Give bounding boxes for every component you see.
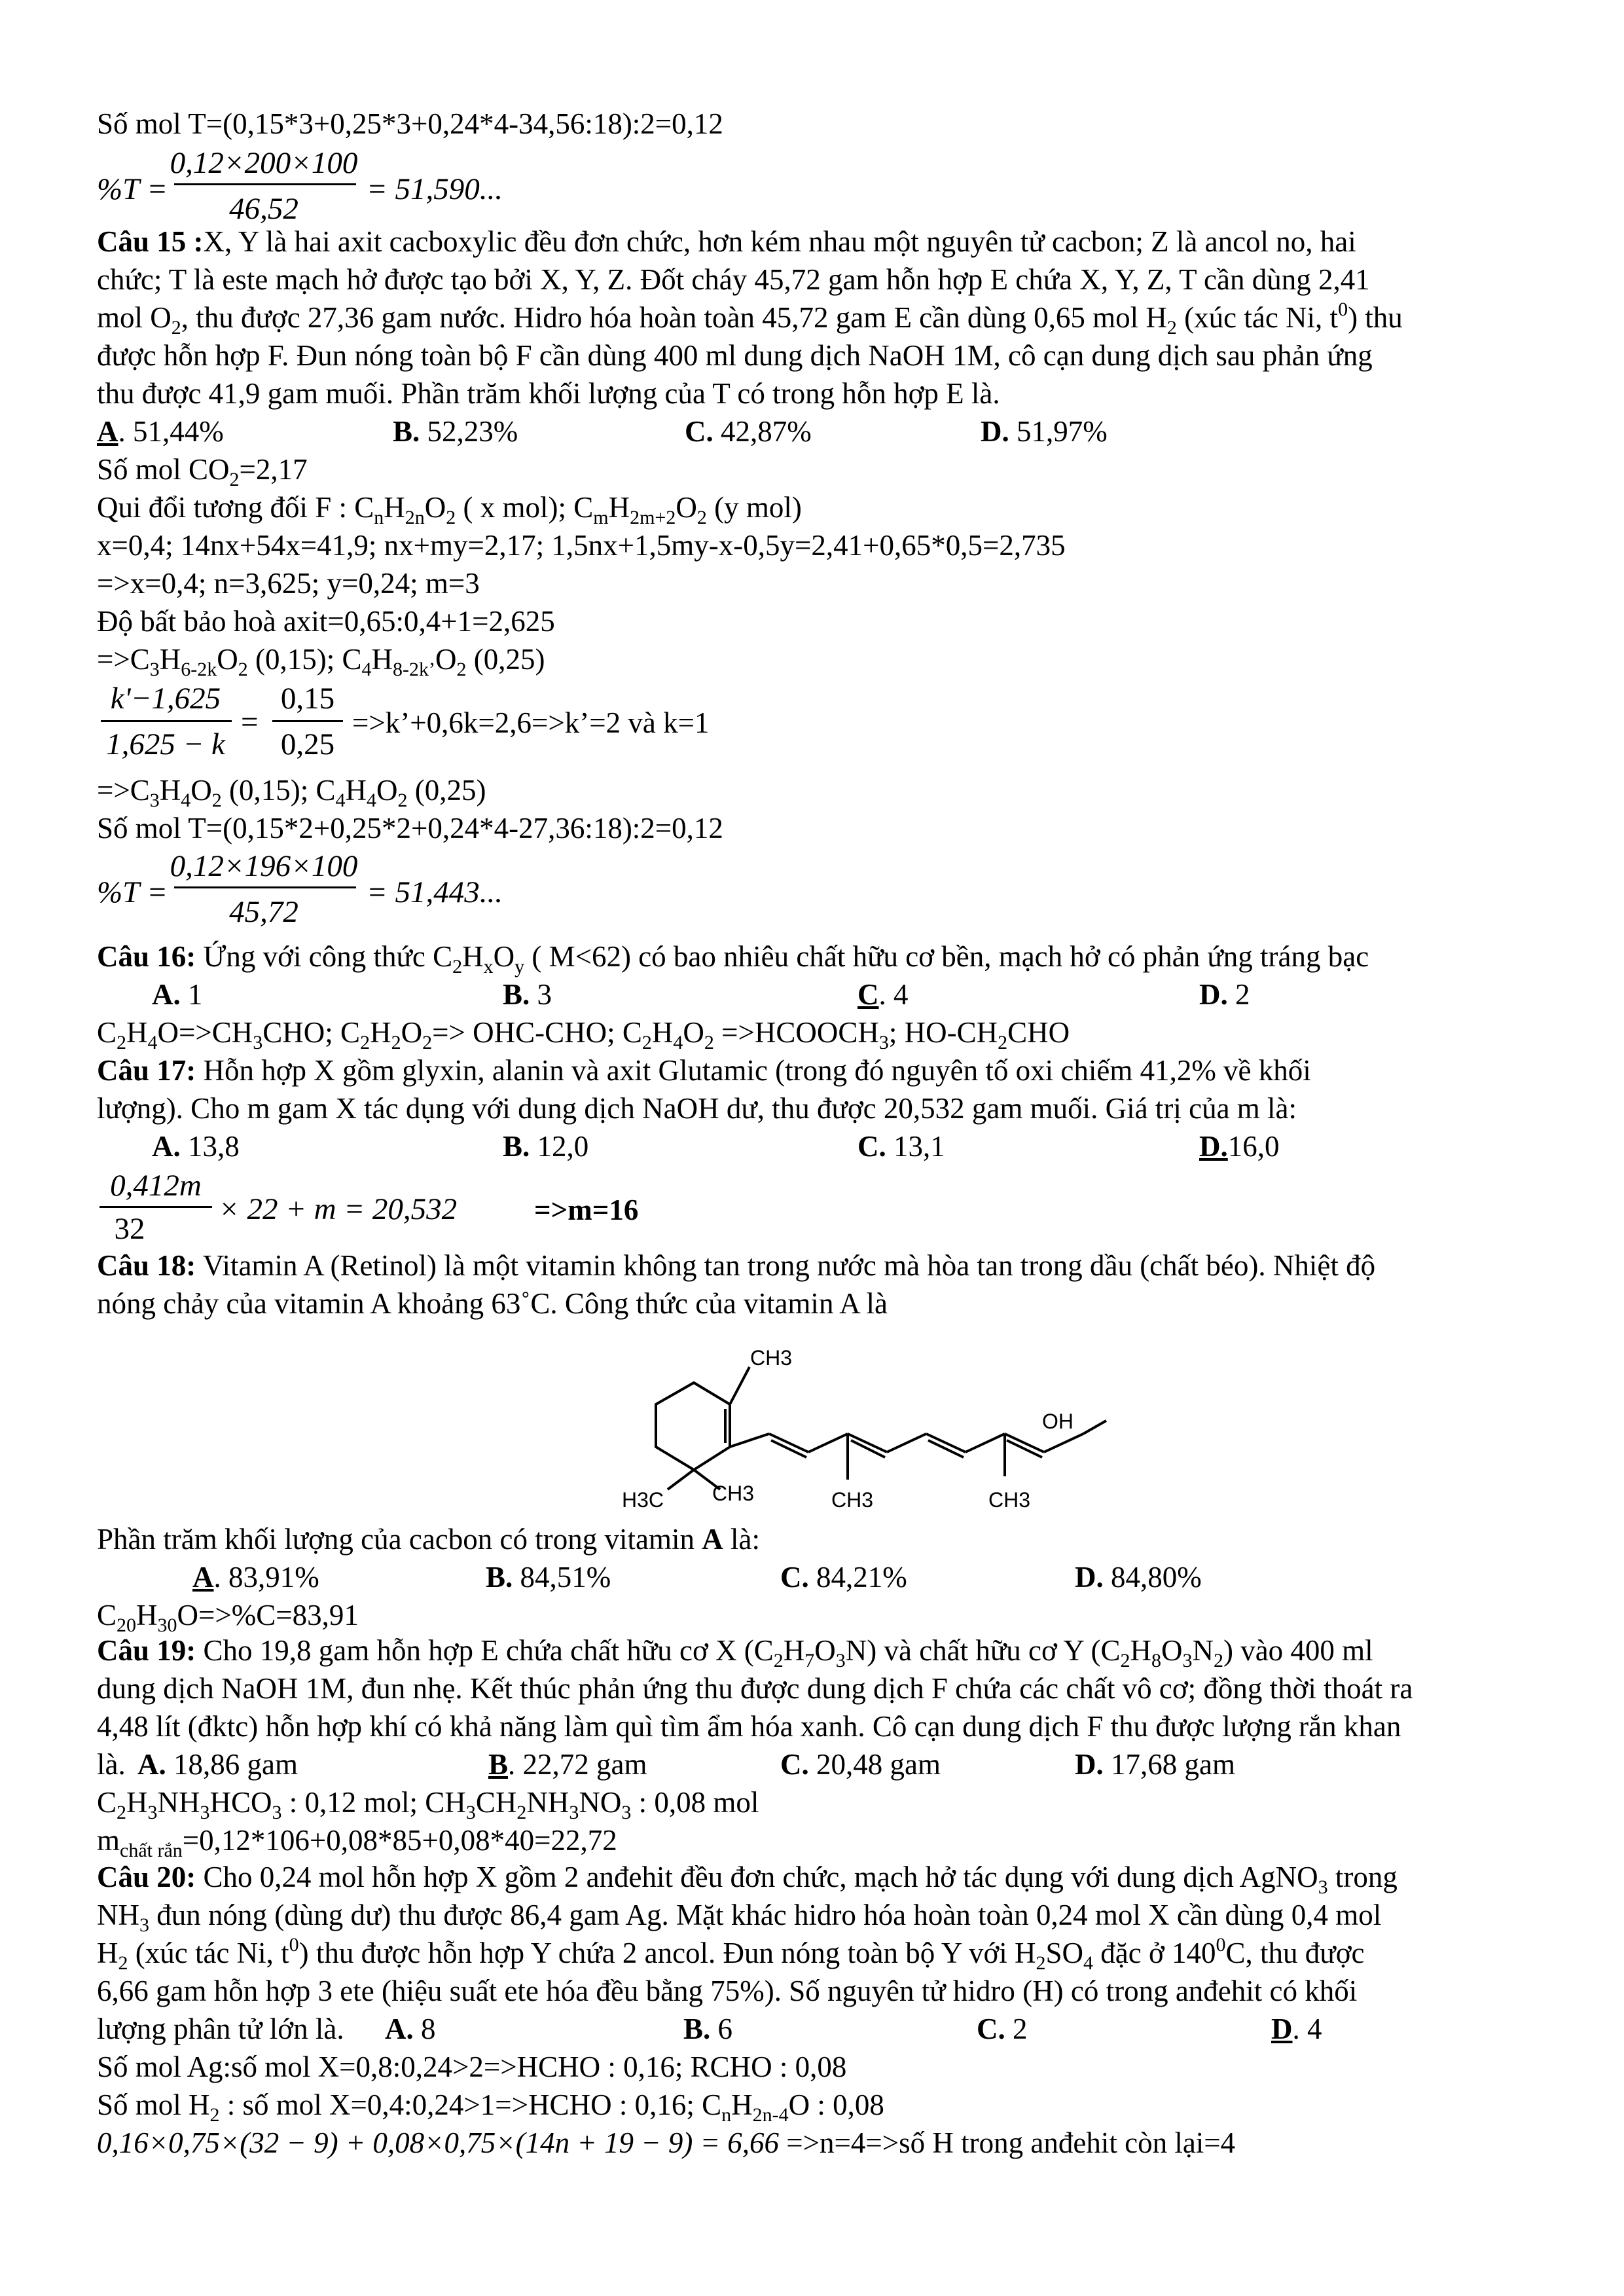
q18-label: Câu 18: [97,1249,196,1282]
k-fraction-numerator: k'−1,625 [110,682,221,716]
formula-numerator: 0,12×200×100 [170,146,358,180]
formula-lhs: %T = [97,172,168,206]
q15-option-a: A. 51,44% [97,415,224,448]
q17-option-d: D.16,0 [1199,1130,1280,1163]
q20-sol1: Số mol Ag:số mol X=0,8:0,24>2=>HCHO : 0,16; RCHO : 0,08 [97,2050,847,2083]
percent-t-formula-1 [97,145,503,230]
q19-sol1: $C_2H_3NH_3HCO_3$ : 0,12 mol; $CH_3CH_2NH_3NO_3$ : 0,08 mol [97,1786,759,1823]
label-ch3-ring: CH3 [712,1482,755,1505]
q16-option-a: A. 1 [152,978,203,1011]
sol15-eq1: x=0,4; 14nx+54x=41,9; nx+my=2,17; 1,5nx+1,5my-x-0,5y=2,41+0,65*0,5=2,735 [97,529,1066,562]
q19-option-a: A. 18,86 gam [137,1748,298,1781]
sol15-eq2: =>x=0,4; n=3,625; y=0,24; m=3 [97,567,480,600]
question-16: Câu 16: Ứng với công thức $C_2H_xO_y$ ( M<62) có bao nhiêu chất hữu cơ bền, mạch hở có phản ứng tráng bạc [97,940,1369,977]
q16-option-d: D. 2 [1199,978,1250,1011]
q17-option-b: B. 12,0 [503,1130,589,1163]
q15-text-line: mol $O_2$, thu được 27,36 gam nước. Hidro hóa hoàn toàn 45,72 gam E cần dùng 0,65 mol $H_2$ (xúc tác Ni, $t^0$) thu [97,299,1403,338]
label-h3c: H3C [622,1488,664,1512]
q17-result: =>m=16 [534,1194,639,1226]
sol15-t-moles: Số mol T=(0,15*2+0,25*2+0,24*4-27,36:18):2=0,12 [97,812,723,845]
q17-formula [97,1168,686,1247]
q16-option-b: B. 3 [503,978,552,1011]
q18-option-c: C. 84,21% [780,1561,907,1594]
q15-option-b: B. 52,23% [393,415,518,448]
q18-option-b: B. 84,51% [486,1561,611,1594]
q20-option-d: D. 4 [1271,2013,1322,2045]
q17-label: Câu 17: [97,1054,196,1087]
fraction-bar [174,886,356,888]
fraction-bar [174,183,356,185]
formula-denominator: 46,52 [229,192,298,226]
q16-label: Câu 16: [97,940,196,973]
t-moles-line: Số mol T=(0,15*3+0,25*3+0,24*4-34,56:18):2=0,12 [97,107,723,140]
q17-equation: × 22 + m = 20,532 [219,1192,458,1226]
q15-text-line: chức; T là este mạch hở được tạo bởi X, Y, Z. Đốt cháy 45,72 gam hỗn hợp E chứa X, Y, Z, T cần dùng 2,41 [97,263,1370,296]
question-19: Câu 19: Cho 19,8 gam hỗn hợp E chứa chất hữu cơ X $(C_2H_7O_3N)$ và chất hữu cơ Y $(C_2H_8O_3N_2)$ vào 400 ml dung dịch NaOH 1M, đun nhẹ. Kết thúc phản ứng thu được dung dịch F chứa các chất vô cơ; đồng thời thoát ra 4,48 lít (đktc) hỗn hợp khí có khả năng làm quì tìm ẩm hóa xanh. Cô cạn dung dịch F thu được lượng rắn khan [97,1634,1413,1743]
equals-sign: = [241,705,259,739]
q16-option-c: C. 4 [857,978,909,1011]
q20-option-a: A. 8 [385,2013,436,2045]
label-ch3-top: CH3 [750,1346,793,1370]
q19-last-line-prefix: là. [97,1748,126,1781]
sol15-eq3: Độ bất bảo hoà axit=0,65:0,4+1=2,625 [97,605,555,638]
formula-numerator: 0,12×196×100 [170,849,358,883]
k-fraction-denominator: 1,625 − k [106,727,225,761]
question-20: Câu 20: Cho 0,24 mol hỗn hợp X gồm 2 anđehit đều đơn chức, mạch hở tác dụng với dung dịch AgNO$_3$ trong $NH_3$ đun nóng (dùng dư) thu được 86,4 gam Ag. Mặt khác hidro hóa hoàn toàn 0,24 mol X cần dùng 0,4 mol $H_2$ (xúc tác Ni, $t^0$) thu được hỗn hợp Y chứa 2 ancol. Đun nóng toàn bộ Y với $H_2SO_4$ đặc ở $140^0C$, thu được 6,66 gam hỗn hợp 3 ete (hiệu suất ete hóa đều bằng 75%). Số nguyên tử hidro (H) có trong anđehit có khối [97,1861,1398,2007]
question-17: Câu 17: Hỗn hợp X gồm glyxin, alanin và axit Glutamic (trong đó nguyên tố oxi chiếm 41,2% về khối lượng). Cho m gam X tác dụng với dung dịch NaOH dư, thu được 20,532 gam muối. Giá trị của m là: [97,1054,1311,1125]
q17-option-c: C. 13,1 [857,1130,945,1163]
formula-rhs: = 51,443... [367,875,503,909]
fraction-bar [101,720,232,722]
sol15-k-fraction [97,681,817,766]
label-oh: OH [1042,1410,1074,1433]
ratio-denominator: 0,25 [280,727,335,761]
formula-rhs: = 51,590... [367,172,503,206]
sol15-eq5: $=>C_3H_4O_2$ (0,15); $C_4H_4O_2$ (0,25) [97,774,486,811]
q20-sol2: Số mol $H_2$ : số mol X=0,4:0,24>1=>HCHO : 0,16; $C_nH_{2n-4}O$ : 0,08 [97,2088,884,2126]
label-ch3-chain1: CH3 [831,1488,874,1512]
q17-numerator: 0,412m [110,1169,202,1203]
q20-sol3: 0,16×0,75×(32 − 9) + 0,08×0,75×(14n + 19 − 9) = 6,66 =>n=4=>số H trong anđehit còn lại=4 [97,2126,1236,2159]
ratio-numerator: 0,15 [280,682,335,716]
q19-option-d: D. 17,68 gam [1075,1748,1235,1781]
question-15 [97,223,1545,412]
fraction-bar [272,720,343,722]
formula-lhs: %T = [97,875,168,909]
formula-denominator: 45,72 [229,895,298,929]
q19-option-b: B. 22,72 gam [488,1748,647,1781]
vitamin-a-structure [602,1336,1139,1519]
q15-label: Câu 15 : [97,225,204,258]
q15-text-line: X, Y là hai axit cacboxylic đều đơn chức, hơn kém nhau một nguyên tử cacbon; Z là ancol no, hai [203,225,1356,258]
q20-last-line: lượng phân tử lớn là. [97,2013,344,2045]
q15-option-c: C. 42,87% [685,415,812,448]
q19-option-c: C. 20,48 gam [780,1748,941,1781]
q20-option-c: C. 2 [977,2013,1028,2045]
q18-solution: $C_{20}H_{30}O=>\%C=83,91$ [97,1599,359,1636]
k-result: =>k’+0,6k=2,6=>k’=2 và k=1 [352,706,710,739]
q19-label: Câu 19: [97,1634,196,1667]
q18-option-a: A. 83,91% [192,1561,319,1594]
q18-question: Phần trăm khối lượng của cacbon có trong vitamin A là: [97,1523,760,1556]
q19-sol2: $m_{chất rắn}=0,12*106+0,08*85+0,08*40=22,72$ [97,1824,617,1861]
percent-t-formula-2 [97,848,503,934]
q17-option-a: A. 13,8 [152,1130,240,1163]
sol15-eq4: $=>C_3H_{6-2k}O_2$ (0,15); $C_4H_{8-2k’}O_2$ (0,25) [97,643,545,680]
q15-text-line: được hỗn hợp F. Đun nóng toàn bộ F cần dùng 400 ml dung dịch NaOH 1M, cô cạn dung dịch sau phản ứng [97,339,1373,372]
q20-option-b: B. 6 [683,2013,733,2045]
sol15-co2: Số mol $CO_2=2,17$ [97,453,308,490]
q17-denominator: 32 [114,1212,145,1246]
question-18: Câu 18: Vitamin A (Retinol) là một vitamin không tan trong nước mà hòa tan trong dầu (chất béo). Nhiệt độ nóng chảy của vitamin A khoảng 63˚C. Công thức của vitamin A là [97,1249,1376,1320]
q16-solution: $C_2H_4O=>CH_3CHO$; $C_2H_2O_2=> OHC-CHO$; $C_2H_4O_2$ $=>HCOOCH_3$; $HO-CH_2CHO$ [97,1016,1070,1053]
q15-option-d: D. 51,97% [981,415,1108,448]
fraction-bar [99,1206,212,1208]
q18-option-d: D. 84,80% [1075,1561,1202,1594]
q15-text-line: thu được 41,9 gam muối. Phần trăm khối lượng của T có trong hỗn hợp E là. [97,377,1000,410]
q20-label: Câu 20: [97,1861,196,1893]
label-ch3-chain2: CH3 [988,1488,1031,1512]
sol15-conversion: Qui đổi tương đối F : $C_nH_{2n}O_2$ ( x mol); $C_mH_{2m+2}O_2$ (y mol) [97,491,802,528]
